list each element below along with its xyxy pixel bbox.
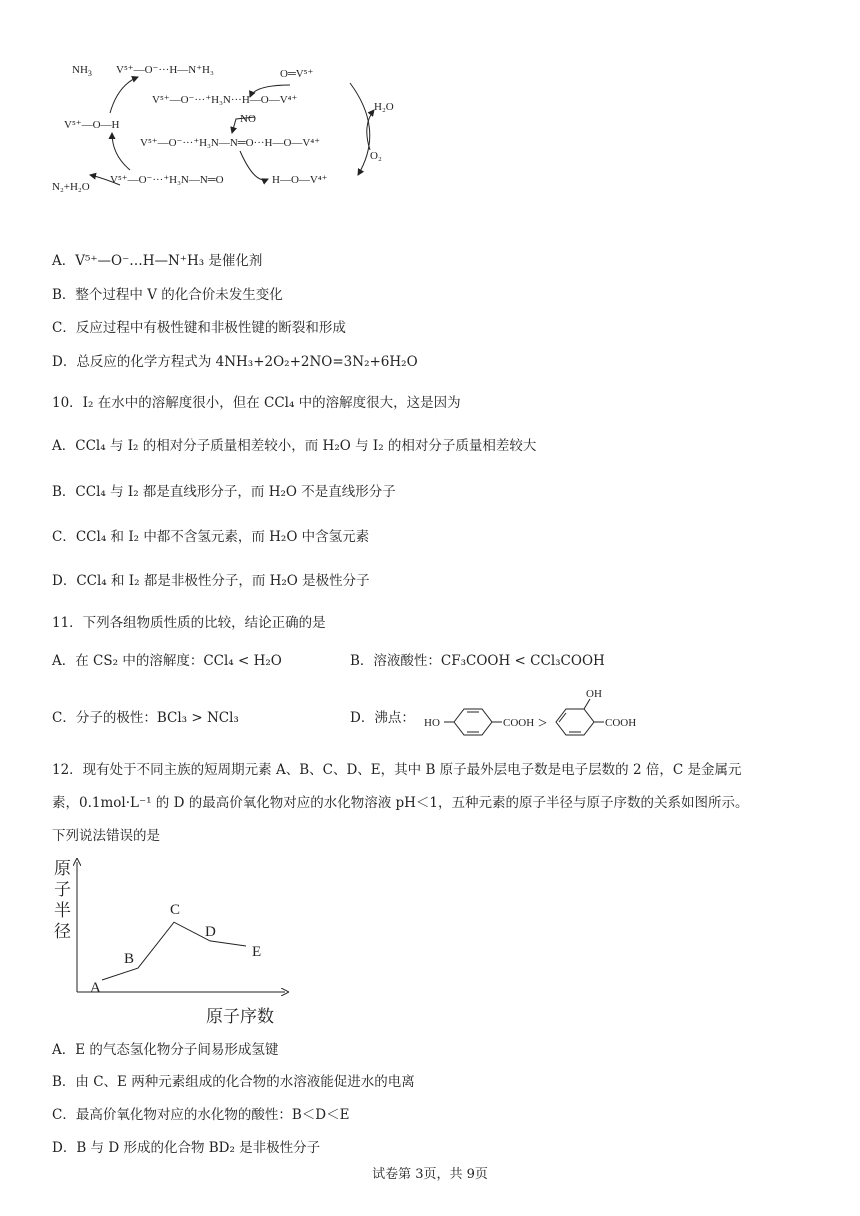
ylabel-char-4: 径 bbox=[54, 922, 71, 942]
mechanism-diagram bbox=[40, 55, 420, 205]
no-label: NO bbox=[240, 113, 256, 125]
ov5-label: O═V⁵⁺ bbox=[280, 68, 314, 80]
q11-option-c: C．分子的极性：BCl₃ > NCl₃ bbox=[52, 710, 239, 726]
q12-stem-line3: 下列说法错误的是 bbox=[52, 828, 160, 844]
greater-than-sign: > bbox=[538, 715, 548, 732]
point-label-b: B bbox=[124, 951, 135, 968]
mol2-cooh-label: COOH bbox=[605, 717, 637, 729]
q9-option-d: D．总反应的化学方程式为 4NH₃+2O₂+2NO=3N₂+6H₂O bbox=[52, 354, 418, 370]
q10-option-a: A．CCl₄ 与 I₂ 的相对分子质量相差较小，而 H₂O 与 I₂ 的相对分子质量相差较大 bbox=[52, 438, 537, 454]
ylabel-char-3: 半 bbox=[54, 901, 71, 921]
mol1-ho-label: HO bbox=[424, 717, 440, 729]
q10-option-c: C．CCl₄ 和 I₂ 中都不含氢元素，而 H₂O 中含氢元素 bbox=[52, 529, 370, 545]
o2-label: O₂ bbox=[370, 150, 382, 162]
arrow-5 bbox=[367, 110, 374, 150]
mol2-oh-label: OH bbox=[586, 688, 602, 700]
q10-option-d: D．CCl₄ 和 I₂ 都是非极性分子，而 H₂O 是极性分子 bbox=[52, 573, 370, 589]
q10-stem: 10．I₂ 在水中的溶解度很小，但在 CCl₄ 中的溶解度很大，这是因为 bbox=[52, 395, 461, 411]
q11-structures bbox=[420, 682, 680, 737]
hov4-label: H—O—V⁴⁺ bbox=[272, 174, 328, 186]
arrow-7 bbox=[112, 133, 130, 170]
q11-stem: 11．下列各组物质性质的比较，结论正确的是 bbox=[52, 615, 326, 631]
arrow-1 bbox=[110, 77, 138, 113]
n2h2o-label: N₂+H₂O bbox=[52, 181, 90, 193]
point-label-a: A bbox=[90, 980, 101, 996]
point-label-e: E bbox=[252, 944, 262, 960]
v5oh-label: V⁵⁺—O—H bbox=[64, 119, 120, 131]
mol1-benzene-ring bbox=[454, 709, 492, 735]
q11-option-b: B．溶液酸性：CF₃COOH < CCl₃COOH bbox=[350, 653, 605, 669]
row3-label: V⁵⁺—O⁻···⁺H₃N—N═O···H—O—V⁴⁺ bbox=[140, 137, 320, 149]
arrow-6 bbox=[240, 151, 268, 180]
q9-option-c: C．反应过程中有极性键和非极性键的断裂和形成 bbox=[52, 320, 346, 336]
q12-option-b: B．由 C、E 两种元素组成的化合物的水溶液能促进水的电离 bbox=[52, 1074, 415, 1090]
radius-graph bbox=[50, 850, 300, 1030]
q9-option-b: B．整个过程中 V 的化合价未发生变化 bbox=[52, 287, 283, 303]
mol2-benzene-ring bbox=[556, 709, 594, 735]
mol2-bond-oh bbox=[584, 699, 590, 709]
point-label-c: C bbox=[170, 902, 181, 919]
mol1-cooh-label: COOH bbox=[503, 717, 535, 729]
ylabel-char-2: 子 bbox=[54, 880, 71, 900]
q11-option-d: D．沸点： bbox=[350, 710, 415, 726]
q12-option-c: C．最高价氧化物对应的水化物的酸性：B＜D＜E bbox=[52, 1107, 350, 1123]
q12-option-d: D．B 与 D 形成的化合物 BD₂ 是非极性分子 bbox=[52, 1140, 321, 1156]
page-footer: 试卷第 3页，共 9页 bbox=[372, 1167, 488, 1182]
row4-label: V⁵⁺—O⁻···⁺H₃N—N═O bbox=[110, 174, 224, 186]
q12-stem-line1: 12．现有处于不同主族的短周期元素 A、B、C、D、E，其中 B 原子最外层电子数是电子层数的 2 倍，C 是金属元 bbox=[52, 762, 742, 778]
row1-label: V⁵⁺—O⁻···H—N⁺H₃ bbox=[116, 64, 214, 76]
q12-option-a: A．E 的气态氢化物分子间易形成氢键 bbox=[52, 1042, 279, 1058]
q12-stem-line2: 素，0.1mol·L⁻¹ 的 D 的最高价氧化物对应的水化物溶液 pH＜1，五种元素的原子半径与原子序数的关系如图所示。 bbox=[52, 795, 749, 811]
ylabel-char-1: 原 bbox=[54, 859, 71, 879]
point-label-d: D bbox=[205, 923, 216, 940]
xlabel: 原子序数 bbox=[206, 1007, 274, 1027]
nh3-label: $NH_3$ bbox=[72, 64, 92, 78]
h2o-label: H₂O bbox=[374, 101, 394, 113]
q10-option-b: B．CCl₄ 与 I₂ 都是直线形分子，而 H₂O 不是直线形分子 bbox=[52, 484, 396, 500]
q11-option-a: A．在 CS₂ 中的溶解度：CCl₄ < H₂O bbox=[52, 653, 282, 669]
row2-label: V⁵⁺—O⁻···⁺H₃N···H—O—V⁴⁺ bbox=[152, 94, 298, 106]
q9-option-a: A．V⁵⁺—O⁻…H—N⁺H₃ 是催化剂 bbox=[52, 253, 263, 269]
